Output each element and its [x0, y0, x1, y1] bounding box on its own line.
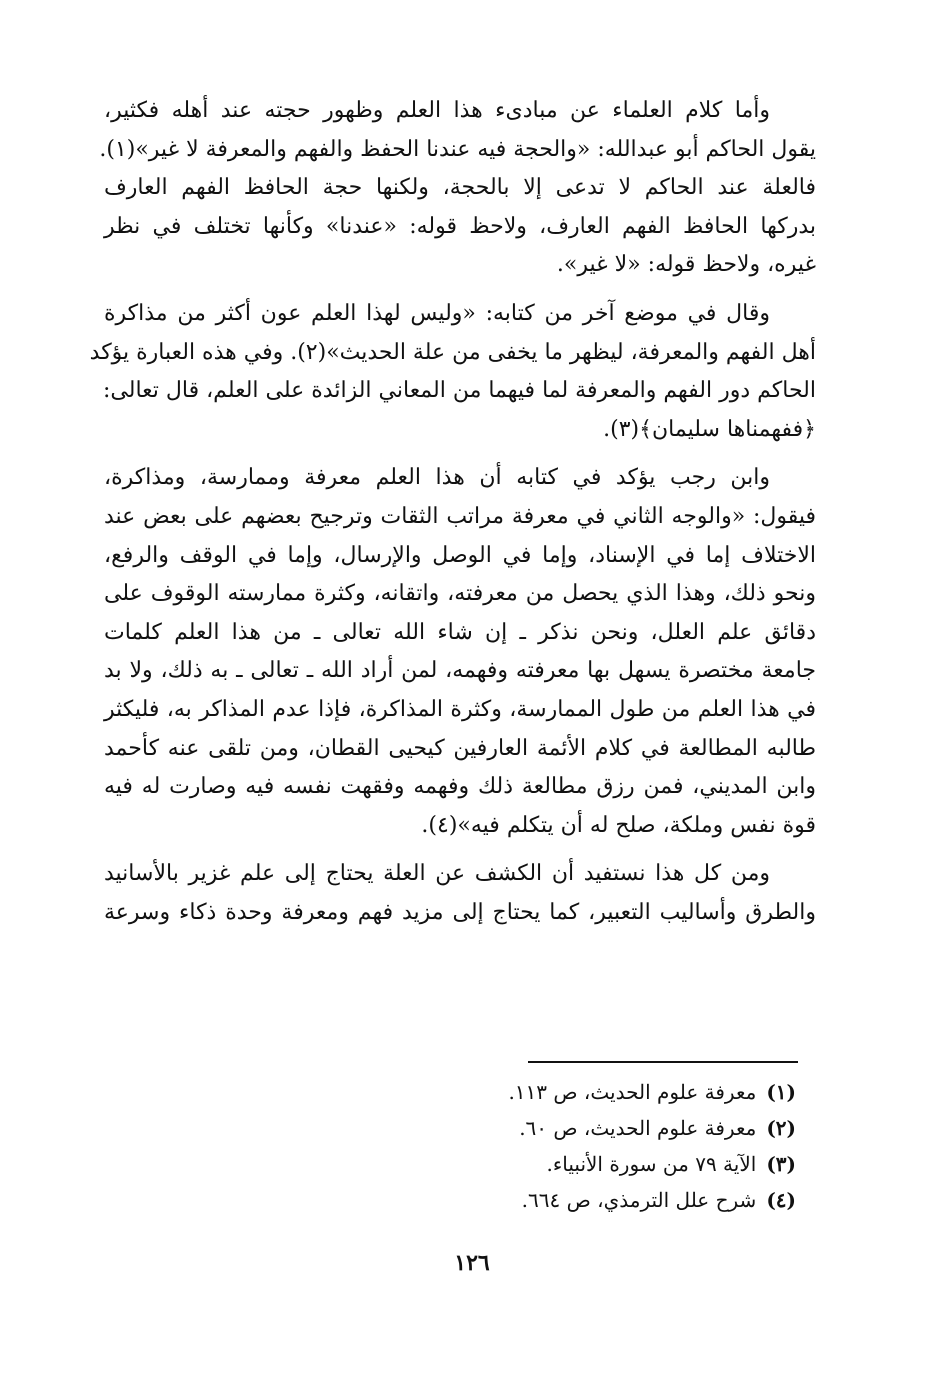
footnote-item [400, 1074, 796, 1110]
text-line: يقول الحاكم أبو عبدالله: «والحجة فيه عندنا الحفظ والفهم والمعرفة لا غير»(١). [99, 136, 816, 162]
text-line: فيقول: «والوجه الثاني في معرفة مراتب الثقات وترجيح بعضهم على بعض عند [104, 503, 816, 529]
paragraph-1 [99, 92, 816, 285]
footnote-item [400, 1110, 796, 1146]
paragraph-3 [104, 459, 816, 845]
text-line: في هذا العلم من طول الممارسة، وكثرة المذاكرة، فإذا عدم المذاكر به، فليكثر [104, 696, 816, 722]
text-line: وقال في موضع آخر من كتابه: «وليس لهذا العلم عون أكثر من مذاكرة [104, 300, 770, 326]
text-line: وأما كلام العلماء عن مبادىء هذا العلم وظهور حجته عند أهله فكثير، [104, 98, 770, 123]
footnote-item [400, 1182, 796, 1218]
text-line: بدركها الحافظ الفهم العارف، ولاحظ قوله: «عندنا» وكأنها تختلف في نظر [104, 213, 816, 239]
text-line: ومن كل هذا نستفيد أن الكشف عن العلة يحتاج إلى علم غزير بالأسانيد [104, 861, 770, 887]
text-line: وابن المديني، فمن رزق مطالعة ذلك وفهمه وفقهت نفسه فيه وصارت له فيه [104, 774, 816, 800]
footnote-text: شرح علل الترمذي، ص ٦٦٤. [521, 1188, 757, 1212]
footnote-text: معرفة علوم الحديث، ص ١١٣. [508, 1080, 757, 1104]
text-line: فالعلة عند الحاكم لا تدعى إلا بالحجة، ولكنها حجة الحافظ الفهم العارف [104, 175, 816, 201]
footnote-number: (٢) [766, 1116, 796, 1140]
text-line: الحاكم دور الفهم والمعرفة لما فيهما من المعاني الزائدة على العلم، قال تعالى: [103, 378, 816, 404]
text-line: ﴿ففهمناها سليمان﴾(٣). [603, 416, 816, 442]
text-line: ونحو ذلك، وهذا الذي يحصل من معرفته، واتقانه، وكثرة ممارسته الوقوف على [104, 581, 816, 607]
footnote-text: معرفة علوم الحديث، ص ٦٠. [519, 1116, 757, 1140]
text-line: الاختلاف إما في الإسناد، وإما في الوصل والإرسال، وإما في الوقف والرفع، [104, 542, 816, 568]
footnote-number: (٣) [766, 1152, 796, 1176]
footnote-number: (٤) [766, 1188, 796, 1212]
text-line: طالبه المطالعة في كلام الأئمة العارفين كيحيى القطان، ومن تلقى عنه كأحمد [104, 735, 816, 761]
page-number: ١٢٦ [454, 1250, 490, 1276]
footnote-number: (١) [766, 1080, 796, 1104]
footnotes-list [400, 1074, 796, 1218]
main-text [89, 92, 816, 942]
text-line: غيره، ولاحظ قوله: «لا غير». [556, 252, 816, 278]
text-line: قوة نفس وملكة، صلح له أن يتكلم فيه»(٤). [421, 812, 816, 838]
footnote-item [400, 1146, 796, 1182]
text-line: جامعة مختصرة يسهل بها معرفته وفهمه، لمن أراد الله ـ تعالى ـ به ذلك، ولا بد [104, 658, 816, 684]
text-line: والطرق وأساليب التعبير، كما يحتاج إلى مزيد فهم ومعرفة وحدة ذكاء وسرعة [104, 899, 816, 925]
text-line: دقائق علم العلل، ونحن نذكر ـ إن شاء الله تعالى ـ من هذا العلم كلمات [104, 619, 816, 645]
paragraph-2 [89, 295, 816, 449]
footnote-text: الآية ٧٩ من سورة الأنبياء. [546, 1152, 757, 1176]
paragraph-4 [104, 855, 816, 932]
footnote-divider [528, 1061, 798, 1063]
text-line: أهل الفهم والمعرفة، ليظهر ما يخفى من علة الحديث»(٢). وفي هذه العبارة يؤكد [89, 339, 816, 365]
text-line: وابن رجب يؤكد في كتابه أن هذا العلم معرفة وممارسة، ومذاكرة، [104, 465, 770, 491]
